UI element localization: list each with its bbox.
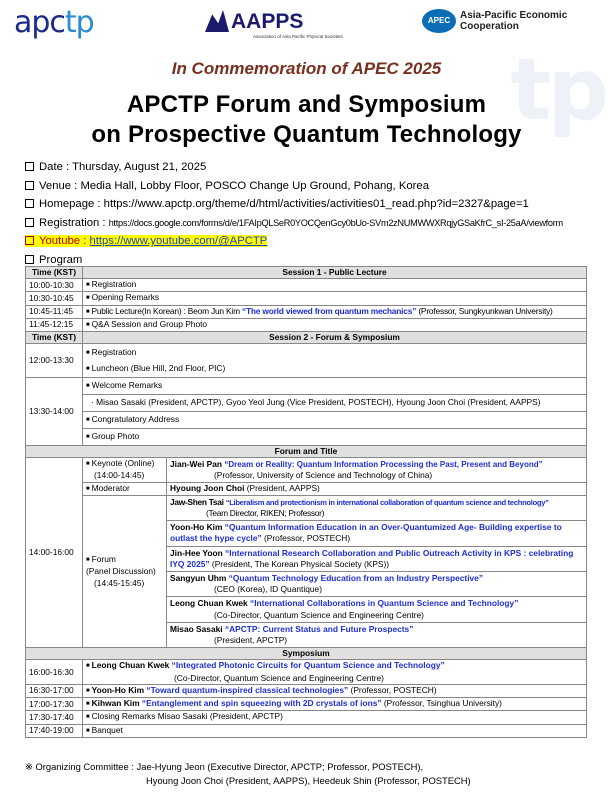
table-header-row: Symposium [26, 648, 587, 660]
logo-bar: apctp AAPPS Association of Asia Pacific Physical Societies APEC Asia-Pacific Economic Cooperation [14, 5, 568, 40]
table-row: ■ Moderator Hyoung Joon Choi (President, AAPPS) [26, 482, 587, 495]
aapps-mountain-icon [205, 10, 229, 32]
table-header-row: Time (KST) Session 2 - Forum & Symposium [26, 332, 587, 344]
table-row: 12:00-13:30 ■ Registration ■ Luncheon (Blue Hill, 2nd Floor, PIC) [26, 344, 587, 378]
info-registration: Registration : https://docs.google.com/forms/d/e/1FAIpQLSeR0YOCQenGcy0bUo-SVm2zNUMWWXRqjyGSaKfrC_sI-25aA/viewform [25, 214, 610, 233]
info-youtube: Youtube : https://www.youtube.com/@APCTP [25, 232, 610, 251]
event-info [25, 158, 610, 270]
table-row: 17:30-17:40 ■ Closing Remarks Misao Sasaki (President, APCTP) [26, 711, 587, 724]
table-row: 16:30-17:00 ■ Yoon-Ho Kim “Toward quantum-inspired classical technologies” (Professor, POSTECH) [26, 684, 587, 697]
info-date: Date : Thursday, August 21, 2025 [25, 158, 610, 177]
table-row: 17:00-17:30 ■ Kihwan Kim “Entanglement and spin squeezing with 2D crystals of ions” (Professor, Tsinghua University) [26, 698, 587, 711]
organizing-committee: ※ Organizing Committee : Jae-Hyung Jeon (Executive Director, APCTP; Professor, POSTECH), Hyoung Joon Choi (President, AAPPS), Heedeuk Shin (Professor, POSTECH) [25, 761, 471, 786]
checkbox-icon [25, 218, 34, 227]
apctp-logo: apctp [14, 5, 94, 40]
table-row: 10:45-11:45 ■ Public Lecture(In Korean) : Beom Jun Kim “The world viewed from quantum mechanics” (Professor, Sungkyunkwan University) [26, 305, 587, 318]
checkbox-icon [25, 162, 34, 171]
table-row: 11:45-12:15 ■ Q&A Session and Group Photo [26, 318, 587, 331]
info-program: Program [25, 251, 610, 270]
table-row: ■ Forum (Panel Discussion) (14:45-15:45) Jaw-Shen Tsai “Liberalism and protectionism in international collaboration of quantum science and technology” (Team Director, RIKEN; Professor) Yoon-Ho Kim “Quantum Information Education in an Over-Quantumized Age- Building expertise to outlast the hype cycle” (Professor, POSTECH) Jin-Hee Yoon “International Research Collaboration and Public Outreach Activity in KPS : celebrating IYQ 2025” (President, The Korean Physical Society (KPS)) Sangyun Uhm “Quantum Technology Education from an Industry Perspective” (CEO (Korea), ID Quantique) Leong Chuan Kwek “International Collaborations in Quantum Science and Technology” (Co-Director, Quantum Science and Engineering Centre) Misao Sasaki “APCTP: Current Status and Future Prospects” (President, APCTP) [26, 495, 587, 647]
apec-globe-icon: APEC [422, 9, 456, 33]
watermark: tp [510, 40, 605, 140]
program-table [25, 266, 587, 738]
checkbox-icon [25, 255, 34, 264]
table-row: 17:40-19:00 ■ Banquet [26, 724, 587, 737]
table-header-row: Time (KST) Session 1 - Public Lecture [26, 267, 587, 279]
table-row: 10:30-10:45 ■ Opening Remarks [26, 292, 587, 305]
table-row: 13:30-14:00 ■ Welcome Remarks · Misao Sasaki (President, APCTP), Gyoo Yeol Jung (Vice President, POSTECH), Hyoung Joon Choi (President, AAPPS) ■ Congratulatory Address ■ Group Photo [26, 378, 587, 446]
info-homepage: Homepage : https://www.apctp.org/theme/d/html/activities/activities01_read.php?id=2327&page=1 [25, 195, 610, 214]
aapps-logo: AAPPS Association of Asia Pacific Physical Societies [231, 10, 303, 34]
table-row: 10:00-10:30 ■ Registration [26, 279, 587, 292]
youtube-link[interactable]: https://www.youtube.com/@APCTP [89, 235, 268, 248]
checkbox-icon [25, 181, 34, 190]
table-row: 16:00-16:30 ■ Leong Chuan Kwek “Integrated Photonic Circuits for Quantum Science and Technology” (Co-Director, Quantum Science and Engineering Centre) [26, 660, 587, 684]
info-venue: Venue : Media Hall, Lobby Floor, POSCO Change Up Ground, Pohang, Korea [25, 177, 610, 196]
checkbox-icon [25, 199, 34, 208]
registration-link[interactable]: https://docs.google.com/forms/d/e/1FAIpQLSeR0YOCQenGcy0bUo-SVm2zNUMWWXRqjyGSaKfrC_sI-25aA/viewform [108, 217, 563, 228]
checkbox-icon [25, 236, 34, 245]
page-title: APCTP Forum and Symposium on Prospective Quantum Technology [91, 91, 522, 148]
table-row: 14:00-16:00 ■ Keynote (Online) (14:00-14:45) Jian-Wei Pan “Dream or Reality: Quantum Information Processing the Past, Present and Beyond” (Professor, University of Science and Technology of China) [26, 458, 587, 482]
table-header-row: Forum and Title [26, 446, 587, 458]
commemoration-line: In Commemoration of APEC 2025 [171, 59, 442, 78]
